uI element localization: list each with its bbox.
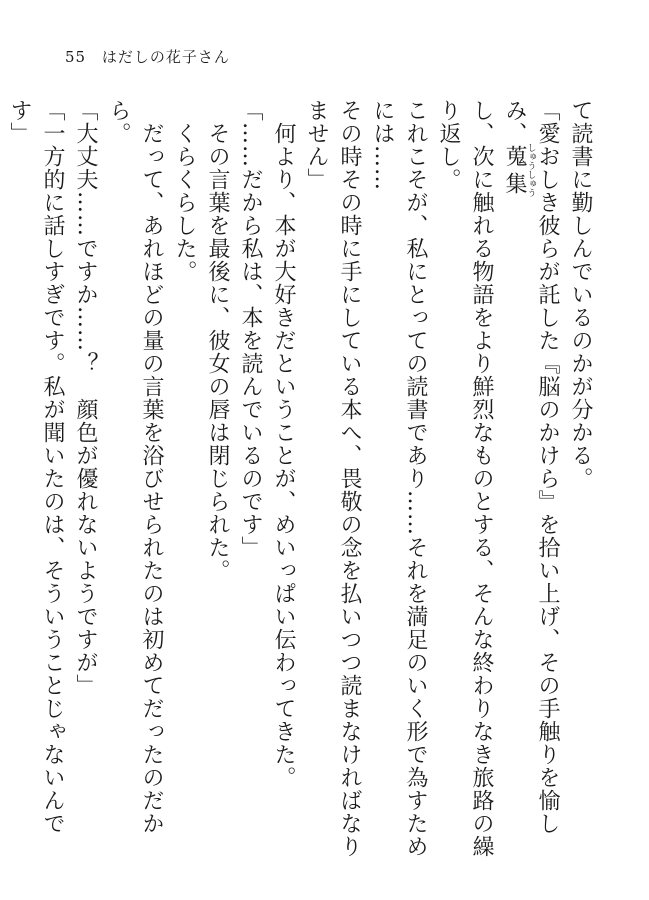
- page-number: 55: [65, 48, 87, 66]
- ruby-word: [502, 143, 536, 197]
- text-line-with-ruby: [498, 99, 564, 869]
- text-line-segment: 「愛おしき彼らが託した『脳のかけら』を拾い上げ、その手触りを愉しみ、: [502, 99, 560, 835]
- text-line: 「……だから私は、本を読んでいるのです」: [238, 99, 263, 559]
- text-line: 「大丈夫……ですか……？ 顔色が優れないようですが」: [73, 99, 98, 697]
- text-line: [0, 99, 3, 869]
- ruby-reading: しゅうしゅう: [525, 143, 536, 197]
- running-title: はだしの花子さん: [101, 48, 230, 66]
- text-line: し、次に触れる物語をより鮮烈なものとする、そんな終わりなき旅路の繰り返し。: [436, 99, 494, 858]
- running-header: [65, 46, 230, 67]
- text-line: これこそが、私にとっての読書であり……それを満足のいく形で為すためには……: [370, 99, 428, 858]
- text-line: 何より、本が大好きだということが、めいっぱい伝わってきた。: [271, 99, 296, 789]
- ruby-base: 蒐集: [502, 143, 527, 197]
- text-line: 「一方的に話しすぎです。私が聞いたのは、そういうことじゃないんです」: [7, 99, 65, 835]
- text-line: くらくらした。: [172, 99, 197, 283]
- text-line: だって、あれほどの量の言葉を浴びせられたのは初めてだったのだから。: [106, 99, 164, 835]
- text-line: その言葉を最後に、彼女の唇は閉じられた。: [205, 99, 230, 582]
- text-line: て読書に勤しんでいるのかが分かる。: [568, 99, 593, 490]
- vertical-body-text: [0, 99, 597, 869]
- text-line: その時その時に手にしている本へ、畏敬の念を払いつつ読まなければなりません」: [304, 99, 362, 858]
